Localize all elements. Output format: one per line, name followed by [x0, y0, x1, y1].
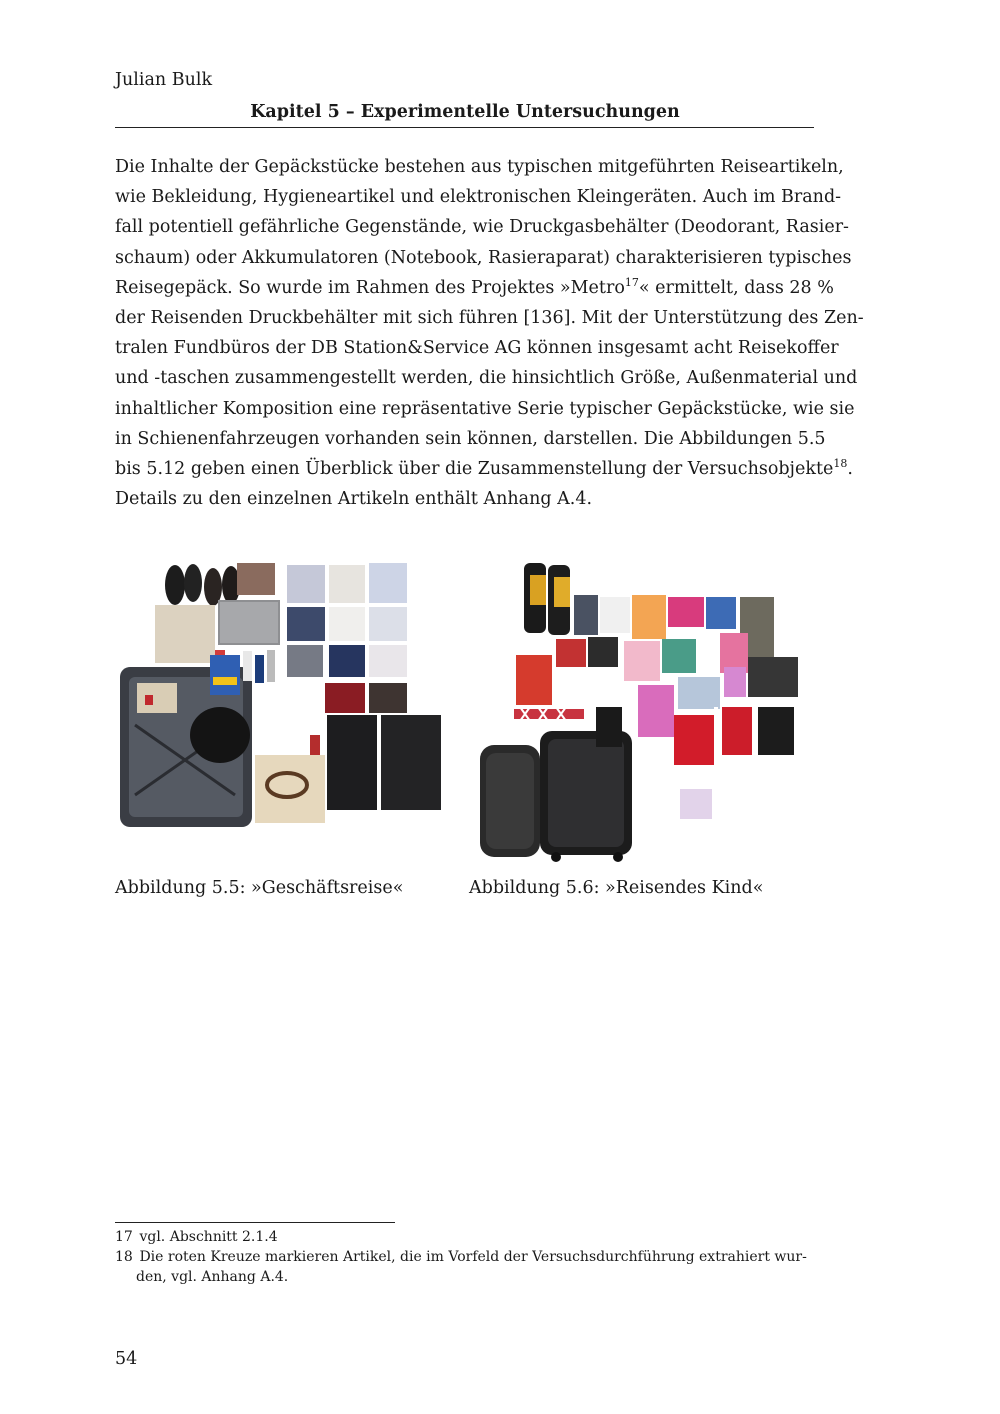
body-line: schaum) oder Akkumulatoren (Notebook, Rasieraparat) charakterisieren typisches [115, 247, 852, 268]
body-paragraph [115, 152, 864, 514]
body-line [115, 273, 834, 303]
body-line [115, 454, 853, 484]
figure-caption-5-5: Abbildung 5.5: »Geschäftsreise« [115, 878, 404, 898]
body-line: Die Inhalte der Gepäckstücke bestehen aus typischen mitgeführten Reiseartikeln, [115, 157, 844, 177]
footnote-ref-17[interactable]: 17 [624, 275, 639, 289]
body-line: und -taschen zusammengestellt werden, die hinsichtlich Größe, Außenmaterial und [115, 368, 858, 389]
figure-business-trip-photo [115, 555, 463, 835]
body-line: inhaltlicher Komposition eine repräsentative Serie typischer Gepäckstücke, wie sie [115, 398, 855, 419]
figure-caption-5-6: Abbildung 5.6: »Reisendes Kind« [469, 878, 764, 898]
running-header-author: Julian Bulk [115, 70, 213, 90]
footnote-18 [115, 1247, 815, 1287]
body-line-text: « ermittelt, dass 28 % [638, 277, 834, 298]
body-line: tralen Fundbüros der DB Station&Service AG können insgesamt acht Reisekoffer [115, 338, 839, 359]
footnote-ref-18[interactable]: 18 [833, 457, 848, 471]
footnote-rule [115, 1222, 395, 1223]
luggage-photo-child [478, 557, 808, 865]
body-line-text: bis 5.12 geben einen Überblick über die Zusammenstellung der Versuchsobjekte [115, 458, 834, 479]
luggage-photo-business [115, 555, 463, 835]
footnote-number: 18 [115, 1249, 133, 1265]
footnote-text: vgl. Abschnitt 2.1.4 [139, 1229, 278, 1245]
footnote-17 [115, 1227, 815, 1247]
footnote-number: 17 [115, 1229, 133, 1245]
figure-travelling-child-photo [478, 557, 808, 865]
body-line-text: Reisegepäck. So wurde im Rahmen des Projektes »Metro [115, 277, 625, 298]
body-line: wie Bekleidung, Hygieneartikel und elektronischen Kleingeräten. Auch im Brand- [115, 187, 842, 208]
body-line-text: . [847, 458, 853, 479]
body-line: in Schienenfahrzeugen vorhanden sein können, darstellen. Die Abbildungen 5.5 [115, 428, 826, 449]
body-line: fall potentiell gefährliche Gegenstände, wie Druckgasbehälter (Deodorant, Rasier- [115, 217, 849, 238]
body-line: Details zu den einzelnen Artikeln enthält Anhang A.4. [115, 489, 593, 510]
header-rule [115, 127, 814, 128]
page-number: 54 [115, 1349, 138, 1369]
footnote-text-continued: den, vgl. Anhang A.4. [136, 1269, 289, 1285]
body-line: der Reisenden Druckbehälter mit sich führen [136]. Mit der Unterstützung des Zen- [115, 307, 864, 328]
footnote-text: Die roten Kreuze markieren Artikel, die im Vorfeld der Versuchsdurchführung extrahiert wur- [139, 1249, 807, 1265]
running-header-chapter-title: Kapitel 5 – Experimentelle Untersuchungen [250, 102, 680, 122]
